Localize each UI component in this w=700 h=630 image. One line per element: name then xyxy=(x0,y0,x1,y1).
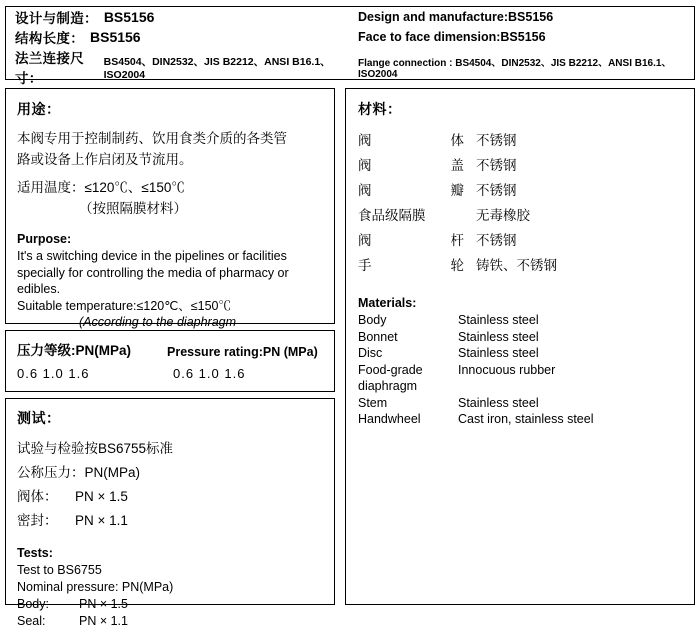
purpose-temperature-note-en-1: (According to the diaphragm xyxy=(79,315,237,329)
purpose-body-en-line3: edibles. xyxy=(17,282,61,296)
purpose-title-en: Purpose: xyxy=(17,232,72,246)
material-name-cn xyxy=(358,253,476,278)
material-name-cn-b: 瓣 xyxy=(450,183,464,198)
material-name-cn-a: 阀 xyxy=(358,158,372,173)
material-name-cn xyxy=(358,153,476,178)
pressure-values-en: 0.6 1.0 1.6 xyxy=(173,366,246,381)
tests-title-en: Tests: xyxy=(17,546,53,560)
materials-title-cn: 材料： xyxy=(358,101,402,117)
material-value-cn: 不锈钢 xyxy=(476,233,517,248)
materials-title-en: Materials: xyxy=(358,296,417,310)
tests-cn-seal-value: PN × 1.1 xyxy=(75,513,128,528)
purpose-temperature-cn: 适用温度：≤120℃、≤150℃ xyxy=(17,180,185,195)
material-name-cn-a: 阀 xyxy=(358,133,372,148)
pressure-values-cn: 0.6 1.0 1.6 xyxy=(17,366,90,381)
tests-cn-row-valve xyxy=(17,485,324,509)
flange-label-cn: 法兰连接尺寸： xyxy=(15,51,84,86)
material-name-cn-b: 体 xyxy=(450,133,464,148)
pressure-rating-section xyxy=(5,330,335,392)
tests-en-line2: Nominal pressure: PN(MPa) xyxy=(17,580,174,594)
header-cell-design-en xyxy=(350,10,694,24)
tests-cn-valve-label: 阀体： xyxy=(17,489,58,504)
header-cell-length-en xyxy=(350,30,694,44)
material-value-en xyxy=(458,378,684,395)
material-row-en xyxy=(358,329,684,346)
purpose-body-en-line2: specially for controlling the media of pharmacy or xyxy=(17,265,289,280)
material-row-en xyxy=(358,312,684,329)
purpose-temperature-note-cn: （按照隔膜材料） xyxy=(79,201,187,216)
tests-en-line1: Test to BS6755 xyxy=(17,563,102,577)
tests-cn-row-seal xyxy=(17,509,324,533)
tests-en-row-body xyxy=(17,596,324,613)
pressure-rating-values xyxy=(17,366,324,381)
tests-en-body-label: Body: xyxy=(17,597,49,611)
header-cell-length-cn xyxy=(6,27,350,47)
pressure-rating-headings xyxy=(17,339,324,359)
material-name-en: Handwheel xyxy=(358,412,421,426)
material-name-en: Disc xyxy=(358,346,383,360)
material-value-cn: 铸铁、不锈钢 xyxy=(476,258,557,273)
purpose-section xyxy=(5,88,335,329)
header-cell-flange-cn xyxy=(6,47,350,87)
purpose-body-en-line1: It's a switching device in the pipelines or facilities xyxy=(17,249,287,263)
material-value-cn: 不锈钢 xyxy=(476,133,517,148)
pressure-title-cn: 压力等级:PN(MPa) xyxy=(17,343,131,358)
material-value-en: Stainless steel xyxy=(458,313,539,327)
material-name-cn-b: 轮 xyxy=(450,258,464,273)
design-value-cn: BS5156 xyxy=(103,9,155,25)
material-name-cn-a: 阀 xyxy=(358,233,372,248)
material-value-en: Stainless steel xyxy=(458,346,539,360)
material-name-en: Body xyxy=(358,313,387,327)
tests-en-body-value: PN × 1.5 xyxy=(79,597,128,611)
purpose-title-cn: 用途： xyxy=(17,101,61,117)
header-cell-design-cn xyxy=(6,7,350,27)
tests-title-cn: 测试： xyxy=(17,410,61,426)
material-row-en xyxy=(358,411,684,428)
header-row-face-to-face xyxy=(6,27,694,47)
length-label-cn: 结构长度： xyxy=(15,31,84,46)
material-name-en: diaphragm xyxy=(358,379,418,393)
design-label-cn: 设计与制造： xyxy=(15,11,98,26)
material-row-cn xyxy=(358,203,684,228)
material-value-cn: 无毒橡胶 xyxy=(476,208,530,223)
material-row-cn xyxy=(358,128,684,153)
tests-cn-line2: 公称压力：PN(MPa) xyxy=(17,465,141,480)
material-row-en xyxy=(358,345,684,362)
material-row-en xyxy=(358,362,684,379)
tests-cn-seal-label: 密封： xyxy=(17,513,58,528)
header-cell-flange-en xyxy=(350,54,694,80)
material-value-en: Cast iron, stainless steel xyxy=(458,412,594,426)
material-name-cn-b: 盖 xyxy=(450,158,464,173)
flange-value-cn: BS4504、DIN2532、JIS B2212、ANSI B16.1、ISO2004 xyxy=(103,55,331,81)
material-row-cn xyxy=(358,253,684,278)
material-name-cn-a: 手 xyxy=(358,258,372,273)
material-value-en: Stainless steel xyxy=(458,395,539,410)
tests-en-seal-label: Seal: xyxy=(17,614,46,628)
material-value-en: Stainless steel xyxy=(458,329,539,344)
material-row-cn xyxy=(358,228,684,253)
material-row-en xyxy=(358,378,684,395)
tests-en-seal-value: PN × 1.1 xyxy=(79,614,128,628)
material-name-en: Stem xyxy=(358,395,388,410)
material-row-cn xyxy=(358,178,684,203)
flange-label-en: Flange connection : BS4504、DIN2532、JIS B2212、ANSI B16.1、ISO2004 xyxy=(358,58,672,80)
tests-section xyxy=(5,398,335,628)
pressure-title-en: Pressure rating:PN (MPa) xyxy=(167,345,318,359)
length-label-en: Face to face dimension:BS5156 xyxy=(358,30,546,44)
material-name-cn: 食品级隔膜 xyxy=(358,208,426,223)
material-name-cn-b: 杆 xyxy=(450,233,464,248)
purpose-temperature-en: Suitable temperature:≤120℃、≤150℃ xyxy=(17,298,231,313)
material-value-cn: 不锈钢 xyxy=(476,183,517,198)
tests-en-row-seal xyxy=(17,613,324,630)
purpose-body-cn-line1: 本阀专用于控制制药、饮用食类介质的各类管 xyxy=(17,131,287,146)
material-name-cn-a: 阀 xyxy=(358,183,372,198)
material-value-cn: 不锈钢 xyxy=(476,158,517,173)
purpose-body-cn-line2: 路或设备上作启闭及节流用。 xyxy=(17,152,193,167)
header-row-flange xyxy=(6,47,694,87)
tests-cn-line1: 试验与检验按BS6755标准 xyxy=(17,441,174,456)
material-name-cn xyxy=(358,178,476,203)
material-name-en: Food-grade xyxy=(358,362,423,377)
header-row-design xyxy=(6,7,694,27)
length-value-cn: BS5156 xyxy=(90,29,141,45)
design-label-en: Design and manufacture:BS5156 xyxy=(358,10,554,24)
material-name-cn xyxy=(358,128,476,153)
header-table xyxy=(5,6,695,86)
tests-cn-valve-value: PN × 1.5 xyxy=(75,489,128,504)
material-row-en xyxy=(358,395,684,412)
material-name-en: Bonnet xyxy=(358,329,398,344)
material-value-en: Innocuous rubber xyxy=(458,362,556,377)
material-row-cn xyxy=(358,153,684,178)
material-name-cn xyxy=(358,228,476,253)
materials-section xyxy=(345,88,695,605)
